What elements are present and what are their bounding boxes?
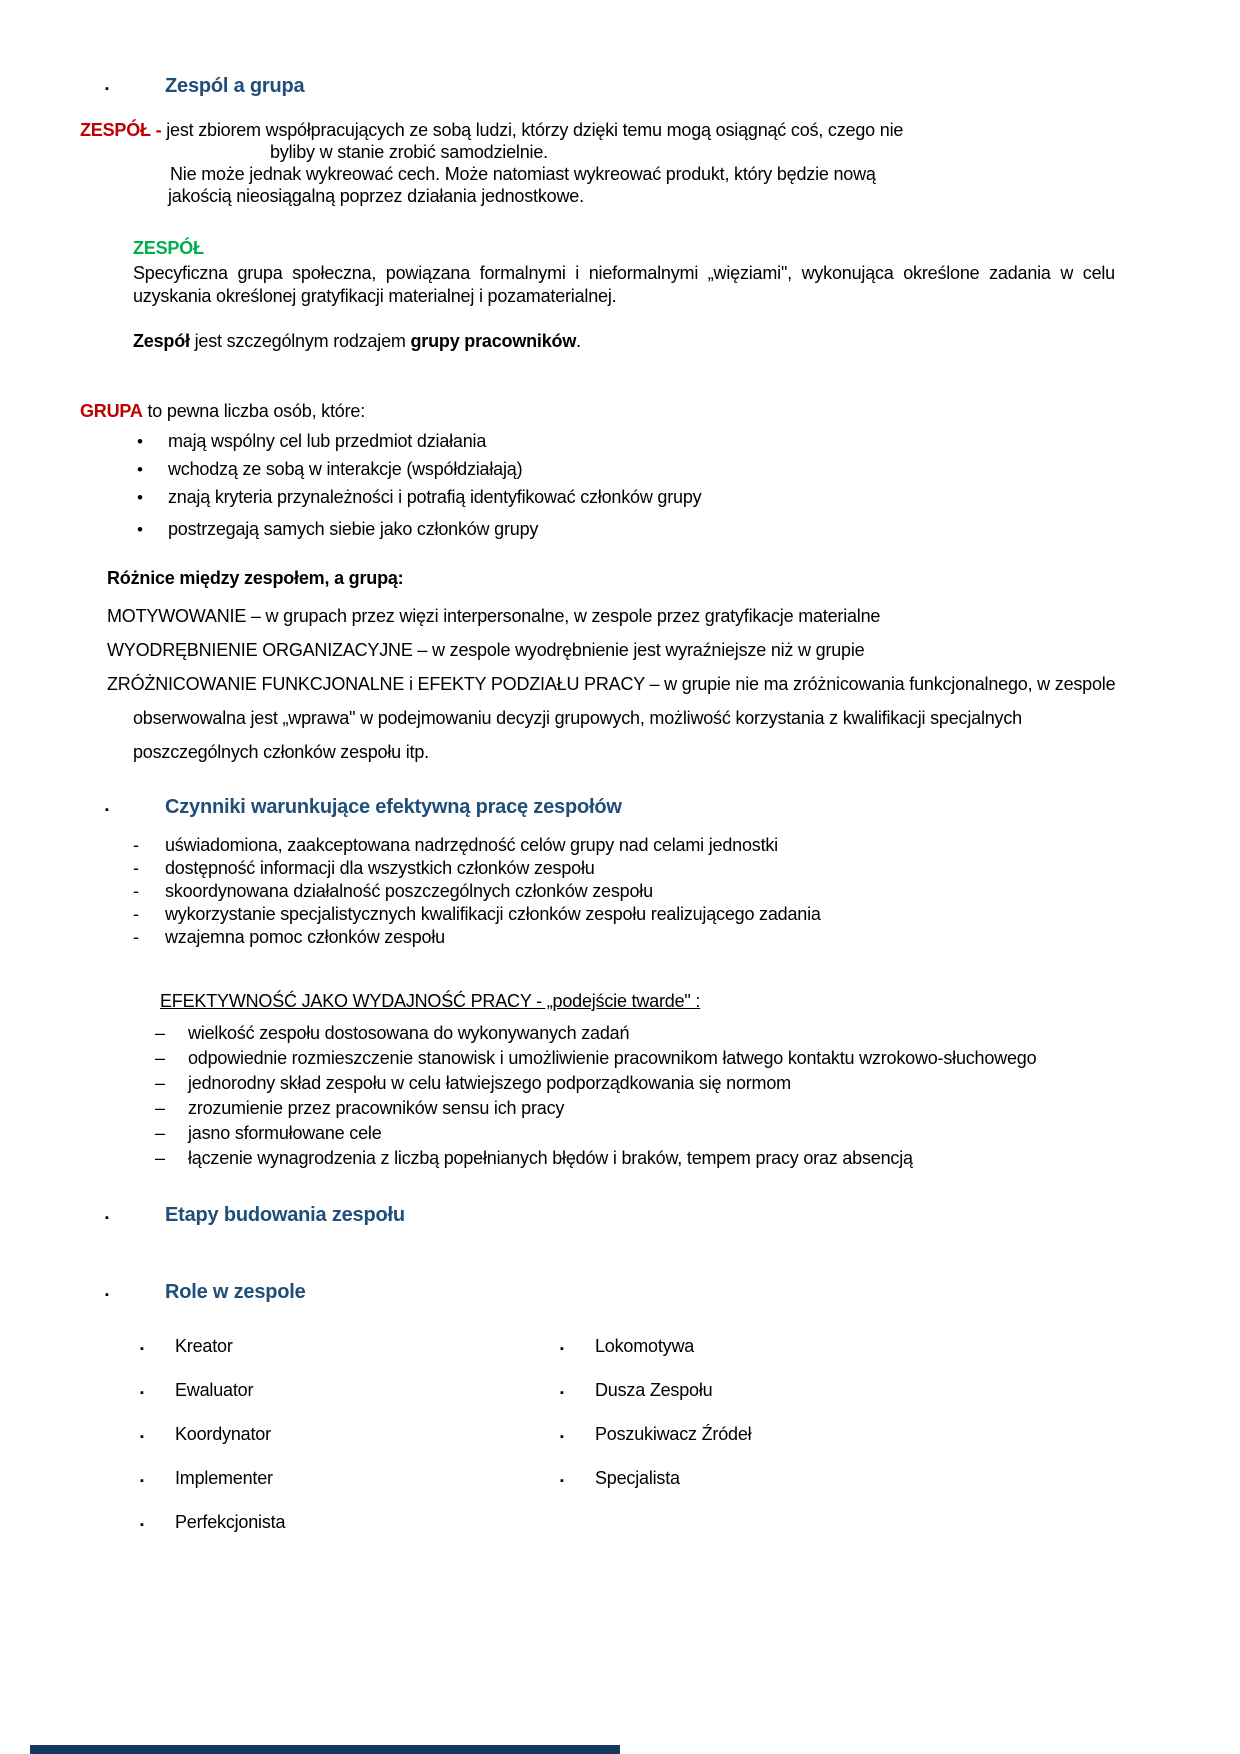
role-item (140, 1511, 560, 1555)
role-item-text: Dusza Zespołu (595, 1380, 713, 1400)
list-item-text: mają wspólny cel lub przedmiot działania (168, 431, 487, 451)
grupa-intro (80, 400, 1240, 422)
role-item-text: Ewaluator (175, 1380, 254, 1400)
roznice-item: MOTYWOWANIE – w grupach przez więzi interpersonalne, w zespole przez gratyfikacje materialne (107, 606, 881, 626)
dash-bullet-icon: - (133, 835, 139, 855)
endash-bullet-icon: – (155, 1048, 165, 1068)
role-item-text: Poszukiwacz Źródeł (595, 1424, 752, 1444)
list-item (133, 834, 1240, 857)
roznice-item: ZRÓŻNICOWANIE FUNKCJONALNE i EFEKTY PODZIAŁU PRACY – w grupie nie ma zróżnicowania funkcjonalnego, w zespole obserwowalna jest „wprawa" w podejmowaniu decyzji grupowych, możliwość korzystania z kwalifikacji specjalnych poszczególnych członków zespołu itp. (107, 674, 1116, 762)
section-heading-czynniki (105, 795, 1240, 822)
square-bullet-icon: ▪ (140, 1519, 144, 1531)
zespol-definition-line-1 (80, 119, 1240, 141)
square-bullet-icon: ▪ (560, 1387, 564, 1399)
roznice-paragraphs (107, 599, 1119, 769)
zespol-note-end: . (576, 331, 581, 351)
square-bullet-icon: ▪ (140, 1475, 144, 1487)
list-item-text: dostępność informacji dla wszystkich członków zespołu (165, 858, 595, 878)
list-item (133, 926, 1240, 949)
list-item-text: postrzegają samych siebie jako członków grupy (168, 519, 539, 539)
square-bullet-icon: ▪ (105, 83, 109, 95)
list-item-text: jasno sformułowane cele (188, 1123, 382, 1143)
section-heading-role (105, 1280, 1240, 1307)
dot-bullet-icon: • (137, 460, 143, 479)
zespol-green-heading: ZESPÓŁ (133, 238, 204, 258)
role-item-text: Kreator (175, 1336, 233, 1356)
role-item-text: Koordynator (175, 1424, 271, 1444)
list-item (155, 1046, 1240, 1071)
list-item (155, 1071, 1240, 1096)
list-item (133, 903, 1240, 926)
role-item (140, 1467, 560, 1511)
zespol-note-mid: jest szczególnym rodzajem (189, 331, 411, 351)
roznice-item: WYODRĘBNIENIE ORGANIZACYJNE – w zespole wyodrębnienie jest wyraźniejsze niż w grupie (107, 640, 865, 660)
list-item (137, 430, 1240, 453)
zespol-definition-line-2: byliby w stanie zrobić samodzielnie. (270, 142, 548, 162)
role-item-text: Lokomotywa (595, 1336, 695, 1356)
roles-two-column-list (140, 1335, 1240, 1555)
efektywnosc-heading: EFEKTYWNOŚĆ JAKO WYDAJNOŚĆ PRACY - „podejście twarde" : (160, 991, 701, 1011)
list-item-text: łączenie wynagrodzenia z liczbą popełnianych błędów i braków, tempem pracy oraz absencją (188, 1148, 913, 1168)
endash-bullet-icon: – (155, 1073, 165, 1093)
role-item (140, 1335, 560, 1379)
square-bullet-icon: ▪ (560, 1475, 564, 1487)
dash-bullet-icon: - (133, 927, 139, 947)
role-item (560, 1467, 1240, 1511)
dash-bullet-icon: - (133, 904, 139, 924)
list-item (155, 1121, 1240, 1146)
dash-bullet-icon: - (133, 858, 139, 878)
zespol-formal-definition: Specyficzna grupa społeczna, powiązana formalnymi i nieformalnymi „więziami", wykonująca określone zadania w celu uzyskania określonej gratyfikacji materialnej i pozamaterialnej. (133, 263, 1115, 306)
zespol-line1-text: jest zbiorem współpracujących ze sobą ludzi, którzy dzięki temu mogą osiągnąć coś, czego nie (166, 120, 904, 140)
role-item-text: Specjalista (595, 1468, 680, 1488)
list-item (155, 1021, 1240, 1046)
endash-bullet-icon: – (155, 1023, 165, 1043)
role-item (140, 1379, 560, 1423)
list-item-text: znają kryteria przynależności i potrafią identyfikować członków grupy (168, 487, 702, 507)
section-heading-etapy (105, 1203, 1240, 1230)
list-item-text: jednorodny skład zespołu w celu łatwiejszego podporządkowania się normom (188, 1073, 791, 1093)
dot-bullet-icon: • (137, 432, 143, 451)
square-bullet-icon: ▪ (140, 1387, 144, 1399)
role-item-text: Perfekcjonista (175, 1512, 286, 1532)
role-item (140, 1423, 560, 1467)
role-item (560, 1335, 1240, 1379)
square-bullet-icon: ▪ (140, 1343, 144, 1355)
list-item (133, 880, 1240, 903)
role-item (560, 1423, 1240, 1467)
list-item-text: wykorzystanie specjalistycznych kwalifikacji członków zespołu realizującego zadania (165, 904, 821, 924)
grupa-bullet-list (137, 430, 1240, 541)
endash-bullet-icon: – (155, 1148, 165, 1168)
list-item-text: skoordynowana działalność poszczególnych członków zespołu (165, 881, 653, 901)
square-bullet-icon: ▪ (105, 804, 109, 816)
grupa-intro-text: to pewna liczba osób, które: (142, 401, 366, 421)
list-item (155, 1146, 1240, 1171)
endash-bullet-icon: – (155, 1098, 165, 1118)
zespol-definition-line-3: Nie może jednak wykreować cech. Może natomiast wykreować produkt, który będzie nową (170, 164, 876, 184)
role-item (560, 1379, 1240, 1423)
list-item (155, 1096, 1240, 1121)
list-item-text: zrozumienie przez pracowników sensu ich pracy (188, 1098, 565, 1118)
square-bullet-icon: ▪ (560, 1431, 564, 1443)
page-bottom-bar (30, 1745, 620, 1754)
list-item (137, 458, 1240, 481)
section-title: Etapy budowania zespołu (165, 1204, 405, 1226)
list-item-text: wielkość zespołu dostosowana do wykonywanych zadań (188, 1023, 630, 1043)
efektywnosc-dash-list (155, 1021, 1240, 1171)
section-title: Role w zespole (165, 1281, 306, 1303)
section-title: Czynniki warunkujące efektywną pracę zespołów (165, 796, 622, 818)
list-item-text: wzajemna pomoc członków zespołu (165, 927, 445, 947)
section-title: Zespól a grupa (165, 75, 305, 97)
roznice-heading: Różnice między zespołem, a grupą: (107, 568, 404, 588)
list-item-text: uświadomiona, zaakceptowana nadrzędność celów grupy nad celami jednostki (165, 835, 778, 855)
square-bullet-icon: ▪ (560, 1343, 564, 1355)
zespol-definition-line-4: jakością nieosiągalną poprzez działania jednostkowe. (168, 186, 584, 206)
list-item-text: odpowiednie rozmieszczenie stanowisk i umożliwienie pracownikom łatwego kontaktu wzrokowo-słuchowego (188, 1048, 1037, 1068)
czynniki-dash-list (133, 834, 1240, 949)
dot-bullet-icon: • (137, 488, 143, 507)
zespol-note-bold-1: Zespół (133, 331, 190, 351)
zespol-note-bold-2: grupy pracowników (410, 331, 577, 351)
section-heading-zespol-a-grupa (105, 74, 1240, 101)
zespol-label: ZESPÓŁ - (80, 120, 167, 140)
endash-bullet-icon: – (155, 1123, 165, 1143)
dash-bullet-icon: - (133, 881, 139, 901)
square-bullet-icon: ▪ (105, 1212, 109, 1224)
zespol-note (133, 330, 1240, 352)
list-item-text: wchodzą ze sobą w interakcje (współdziałają) (168, 459, 523, 479)
list-item (137, 486, 1240, 509)
list-item (137, 518, 1240, 541)
grupa-label: GRUPA (80, 401, 143, 421)
zespol-definition-paragraph (80, 119, 1240, 207)
role-item-text: Implementer (175, 1468, 273, 1488)
square-bullet-icon: ▪ (105, 1289, 109, 1301)
dot-bullet-icon: • (137, 520, 143, 539)
square-bullet-icon: ▪ (140, 1431, 144, 1443)
list-item (133, 857, 1240, 880)
